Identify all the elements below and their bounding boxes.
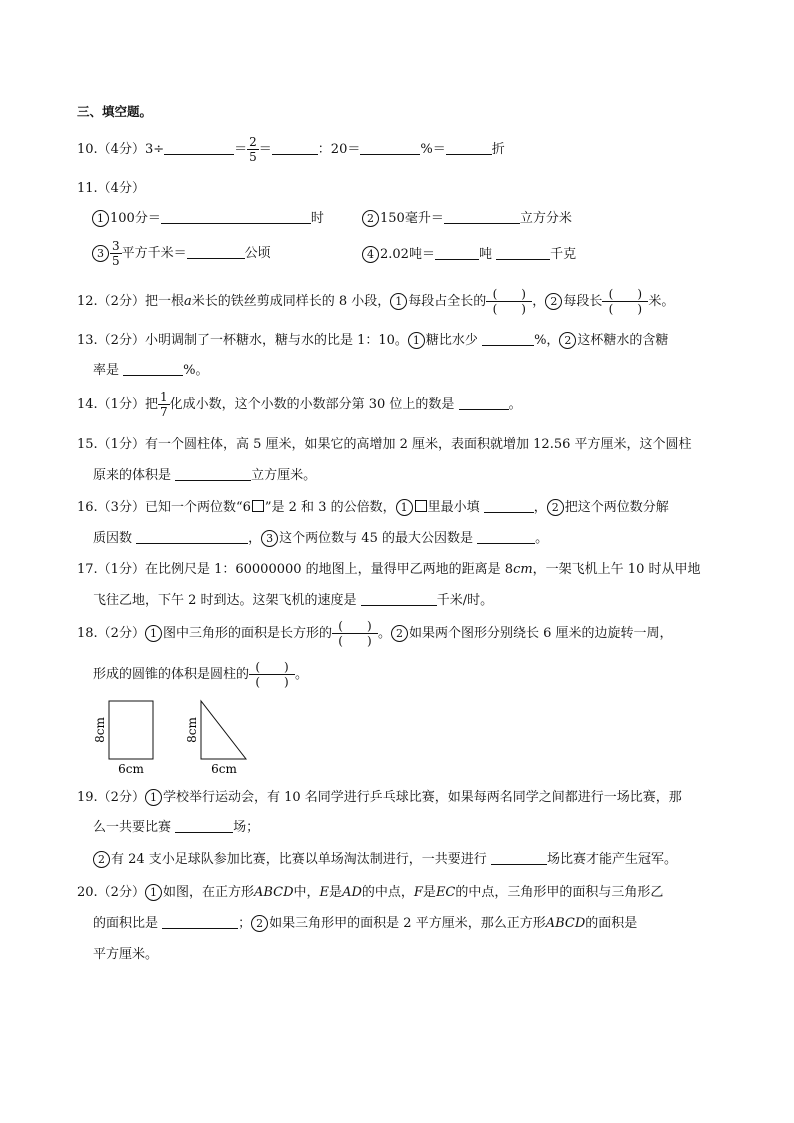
q11-blank-5[interactable] (496, 245, 550, 260)
q11-blank-2[interactable] (444, 209, 520, 224)
q13-blank-2[interactable] (123, 361, 183, 376)
circled-number-4: 4 (362, 246, 379, 263)
q10-number: 10.（4分） (77, 142, 145, 157)
q19-blank-1[interactable] (175, 818, 233, 833)
q11-item-1: 1 100分＝ 时 (92, 207, 324, 227)
q15-blank[interactable] (175, 466, 251, 481)
circled-number-2: 2 (547, 499, 564, 516)
circled-number-3: 3 (261, 530, 278, 547)
question-13-line-1: 13.（2分）小明调制了一杯糖水，糖与水的比是 1：10。 1 糖比水少 %， 2 这杯糖水的含糖 (77, 333, 669, 348)
question-16-line-1: 16.（3分）已知一个两位数“6 ”是 2 和 3 的公倍数， 1 里最小填 ， 2 把这个两位数分解 (77, 500, 669, 515)
q13-blank-1[interactable] (482, 331, 534, 346)
q10-blank-1[interactable] (164, 140, 234, 155)
section-heading: 三、填空题。 (77, 104, 153, 119)
circled-number-3: 3 (92, 245, 109, 262)
question-20-line-1: 20.（2分） 1 如图，在正方形ABCD中，E是AD的中点，F是EC的中点，三角形甲的面积与三角形乙 (77, 885, 664, 900)
question-14: 14.（1分）把 $\frac{1}{7}$ 化成小数，这个小数的小数部分第 30 位上的数是 。 (77, 390, 522, 419)
question-18-line-2: 形成的圆锥的体积是圆柱的 $\frac{( )}{( )}$ 。 (93, 660, 309, 689)
question-15-line-2: 原来的体积是 立方厘米。 (93, 468, 317, 483)
question-17-line-1: 17.（1分）在比例尺是 1：60000000 的地图上，量得甲乙两地的距离是 8cm，一架飞机上午 10 时从甲地 (77, 562, 701, 577)
q18-paren-fraction-1[interactable]: $\frac{( )}{( )}$ (332, 620, 378, 647)
question-12: 12.（2分）把一根a米长的铁丝剪成同样长的 8 小段， 1 每段占全长的 $\frac{( )}{( )}$ ， 2 每段长 $\frac{( )}{( )}$ 米。 (77, 287, 675, 316)
q11-blank-1[interactable] (161, 209, 311, 224)
q11-blank-3[interactable] (187, 244, 245, 259)
q18-paren-fraction-2[interactable]: $\frac{( )}{( )}$ (249, 661, 295, 688)
q11-item-3: 3 $\frac{3}{5}$ 平方千米＝ 公顷 (92, 240, 271, 267)
circled-number-2: 2 (93, 851, 110, 868)
circled-number-2: 2 (251, 915, 268, 932)
q16-blank-2[interactable] (136, 529, 248, 544)
question-20-line-2: 的面积比是 ； 2 如果三角形甲的面积是 2 平方厘米，那么正方形ABCD的面积是 (93, 916, 638, 931)
q14-fraction: $\frac{1}{7}$ (159, 390, 168, 419)
triangle-shape (201, 701, 246, 759)
q10-blank-3[interactable] (360, 140, 420, 155)
q16-blank-1[interactable] (484, 498, 534, 513)
question-17-line-2: 飞往乙地，下午 2 时到达。这架飞机的速度是 千米/时。 (93, 593, 494, 608)
square-box-icon (252, 500, 264, 512)
tri-height-label: 8cm (185, 717, 199, 743)
rect-height-label: 8cm (93, 717, 107, 743)
circled-number-1: 1 (396, 499, 413, 516)
q17-blank[interactable] (361, 591, 437, 606)
circled-number-1: 1 (145, 625, 162, 642)
q10-text: 折 (491, 142, 505, 157)
circled-number-2: 2 (545, 293, 562, 310)
q19-blank-2[interactable] (491, 850, 547, 865)
q11-number: 11.（4分） (77, 181, 145, 196)
circled-number-1: 1 (92, 210, 109, 227)
q16-blank-3[interactable] (477, 529, 535, 544)
q11-fraction: $\frac{3}{5}$ (112, 239, 120, 268)
q10-blank-2[interactable] (272, 140, 318, 155)
tri-width-label: 6cm (211, 762, 237, 776)
q11-blank-4[interactable] (435, 245, 479, 260)
q12-paren-fraction-1[interactable]: $\frac{( )}{( )}$ (486, 288, 532, 315)
q18-figure (90, 695, 260, 780)
circled-number-1: 1 (390, 293, 407, 310)
question-19-line-2: 么一共要比赛 场； (93, 820, 260, 835)
circled-number-1: 1 (145, 884, 162, 901)
q11-item-4: 4 2.02吨＝ 吨 千克 (362, 243, 576, 263)
q10-text: ：20＝ (317, 142, 361, 157)
q10-text: %＝ (420, 142, 446, 157)
q10-fraction: $\frac{2}{5}$ (249, 135, 257, 164)
q12-paren-fraction-2[interactable]: $\frac{( )}{( )}$ (602, 288, 648, 315)
q10-text: 3÷ (144, 142, 165, 157)
question-19-line-1: 19.（2分） 1 学校举行运动会，有 10 名同学进行乒乓球比赛，如果每两名同学之间都进行一场比赛，那 (77, 790, 682, 805)
circled-number-2: 2 (391, 625, 408, 642)
question-10 (77, 136, 505, 163)
circled-number-2: 2 (559, 332, 576, 349)
circled-number-2: 2 (362, 210, 379, 227)
rect-width-label: 6cm (118, 762, 144, 776)
question-15-line-1: 15.（1分）有一个圆柱体，高 5 厘米，如果它的高增加 2 厘米，表面积就增加 12.56 平方厘米，这个圆柱 (77, 437, 692, 452)
circled-number-1: 1 (145, 789, 162, 806)
q10-text: ＝ (234, 142, 248, 157)
question-13-line-2: 率是 %。 (93, 363, 209, 378)
q10-blank-4[interactable] (446, 140, 492, 155)
question-16-line-2: 质因数 ， 3 这个两位数与 45 的最大公因数是 。 (93, 531, 549, 546)
rectangle-shape (109, 701, 153, 759)
q20-blank-1[interactable] (162, 914, 238, 929)
question-20-line-3: 平方厘米。 (93, 947, 159, 962)
question-19-line-3: 2 有 24 支小足球队参加比赛，比赛以单场淘汰制进行，一共要进行 场比赛才能产生冠军。 (93, 848, 677, 868)
q10-text: ＝ (258, 142, 272, 157)
q14-blank[interactable] (459, 395, 509, 410)
circled-number-1: 1 (408, 332, 425, 349)
question-18-line-1: 18.（2分） 1 图中三角形的面积是长方形的 $\frac{( )}{( )}$ 。 2 如果两个图形分别绕长 6 厘米的边旋转一周， (77, 619, 673, 648)
square-box-icon (415, 500, 427, 512)
q11-item-2: 2 150毫升＝ 立方分米 (362, 207, 572, 227)
